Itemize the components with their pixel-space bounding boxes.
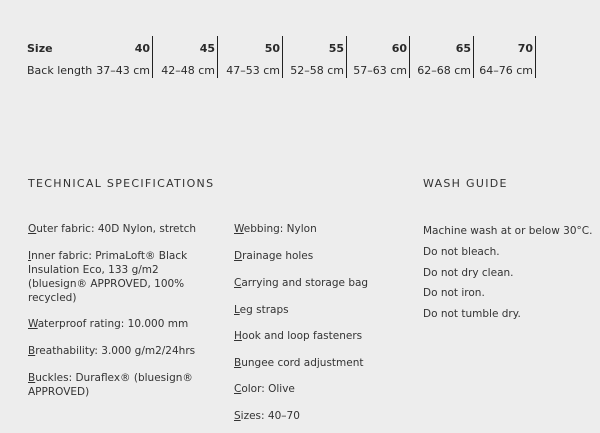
spec-item-initial: B [28,345,36,357]
column-divider [152,36,153,78]
spec-item [28,344,218,358]
wash-item: Do not bleach. [423,246,500,258]
spec-item [234,249,313,263]
back-length-row-label: Back length [27,64,93,77]
column-divider [409,36,410,78]
column-divider [346,36,347,78]
tech-spec-heading: TECHNICAL SPECIFICATIONS [28,177,215,190]
size-cell: 60 [391,42,407,55]
spec-item-text: eg straps [239,304,289,316]
spec-item-text: uter fabric: 40D Nylon, stretch [36,223,197,235]
spec-item [28,317,218,331]
back-length-cell: 57–63 cm [353,64,407,77]
size-cell: 65 [455,42,471,55]
spec-item-text: reathability: 3.000 g/m2/24hrs [35,345,196,357]
spec-item-initial: D [234,250,243,262]
column-divider [473,36,474,78]
column-divider [217,36,218,78]
spec-item-initial: S [234,410,241,422]
spec-item-initial: B [28,372,36,384]
back-length-cell: 47–53 cm [226,64,280,77]
spec-item-text: aterproof rating: 10.000 mm [37,318,189,330]
wash-item: Machine wash at or below 30°C. [423,225,593,237]
spec-item-text: ungee cord adjustment [241,357,364,369]
back-length-cell: 64–76 cm [479,64,533,77]
wash-item: Do not dry clean. [423,267,514,279]
spec-item [28,371,193,399]
column-divider [535,36,536,78]
spec-item [28,222,218,236]
size-cell: 45 [199,42,215,55]
spec-item-initial: B [234,357,242,369]
column-divider [282,36,283,78]
size-cell: 40 [134,42,150,55]
spec-item [234,409,300,423]
spec-item-initial: L [234,304,240,316]
spec-item-initial: I [28,250,32,262]
wash-item: Do not iron. [423,287,485,299]
wash-item: Do not tumble dry. [423,308,521,320]
spec-item-text: ook and loop fasteners [241,330,363,342]
spec-item-text: nner fabric: PrimaLoft® Black Insulation Eco, 133 g/m2 (bluesign® APPROVED, 100% recycled) [28,250,188,304]
back-length-cell: 42–48 cm [161,64,215,77]
spec-item-text: rainage holes [242,250,314,262]
spec-item-initial: H [234,330,242,342]
spec-item [234,356,364,370]
spec-item-initial: C [234,277,242,289]
spec-item [234,329,362,343]
spec-item-text: arrying and storage bag [241,277,369,289]
spec-item-initial: W [28,318,38,330]
back-length-cell: 37–43 cm [96,64,150,77]
spec-item [28,249,198,305]
spec-item [234,382,295,396]
spec-item-initial: W [234,223,244,235]
spec-item-initial: O [28,223,37,235]
spec-item-text: ebbing: Nylon [243,223,317,235]
spec-item-initial: C [234,383,242,395]
back-length-cell: 62–68 cm [417,64,471,77]
size-cell: 50 [264,42,280,55]
back-length-cell: 52–58 cm [290,64,344,77]
spec-item [234,303,289,317]
spec-item [234,222,317,236]
spec-item-text: izes: 40–70 [240,410,300,422]
size-row-label: Size [27,42,53,55]
size-cell: 55 [328,42,344,55]
size-cell: 70 [517,42,533,55]
spec-item [234,276,368,290]
spec-item-text: uckles: Duraflex® (bluesign® APPROVED) [28,372,193,398]
spec-item-text: olor: Olive [241,383,295,395]
wash-guide-heading: WASH GUIDE [423,177,508,190]
